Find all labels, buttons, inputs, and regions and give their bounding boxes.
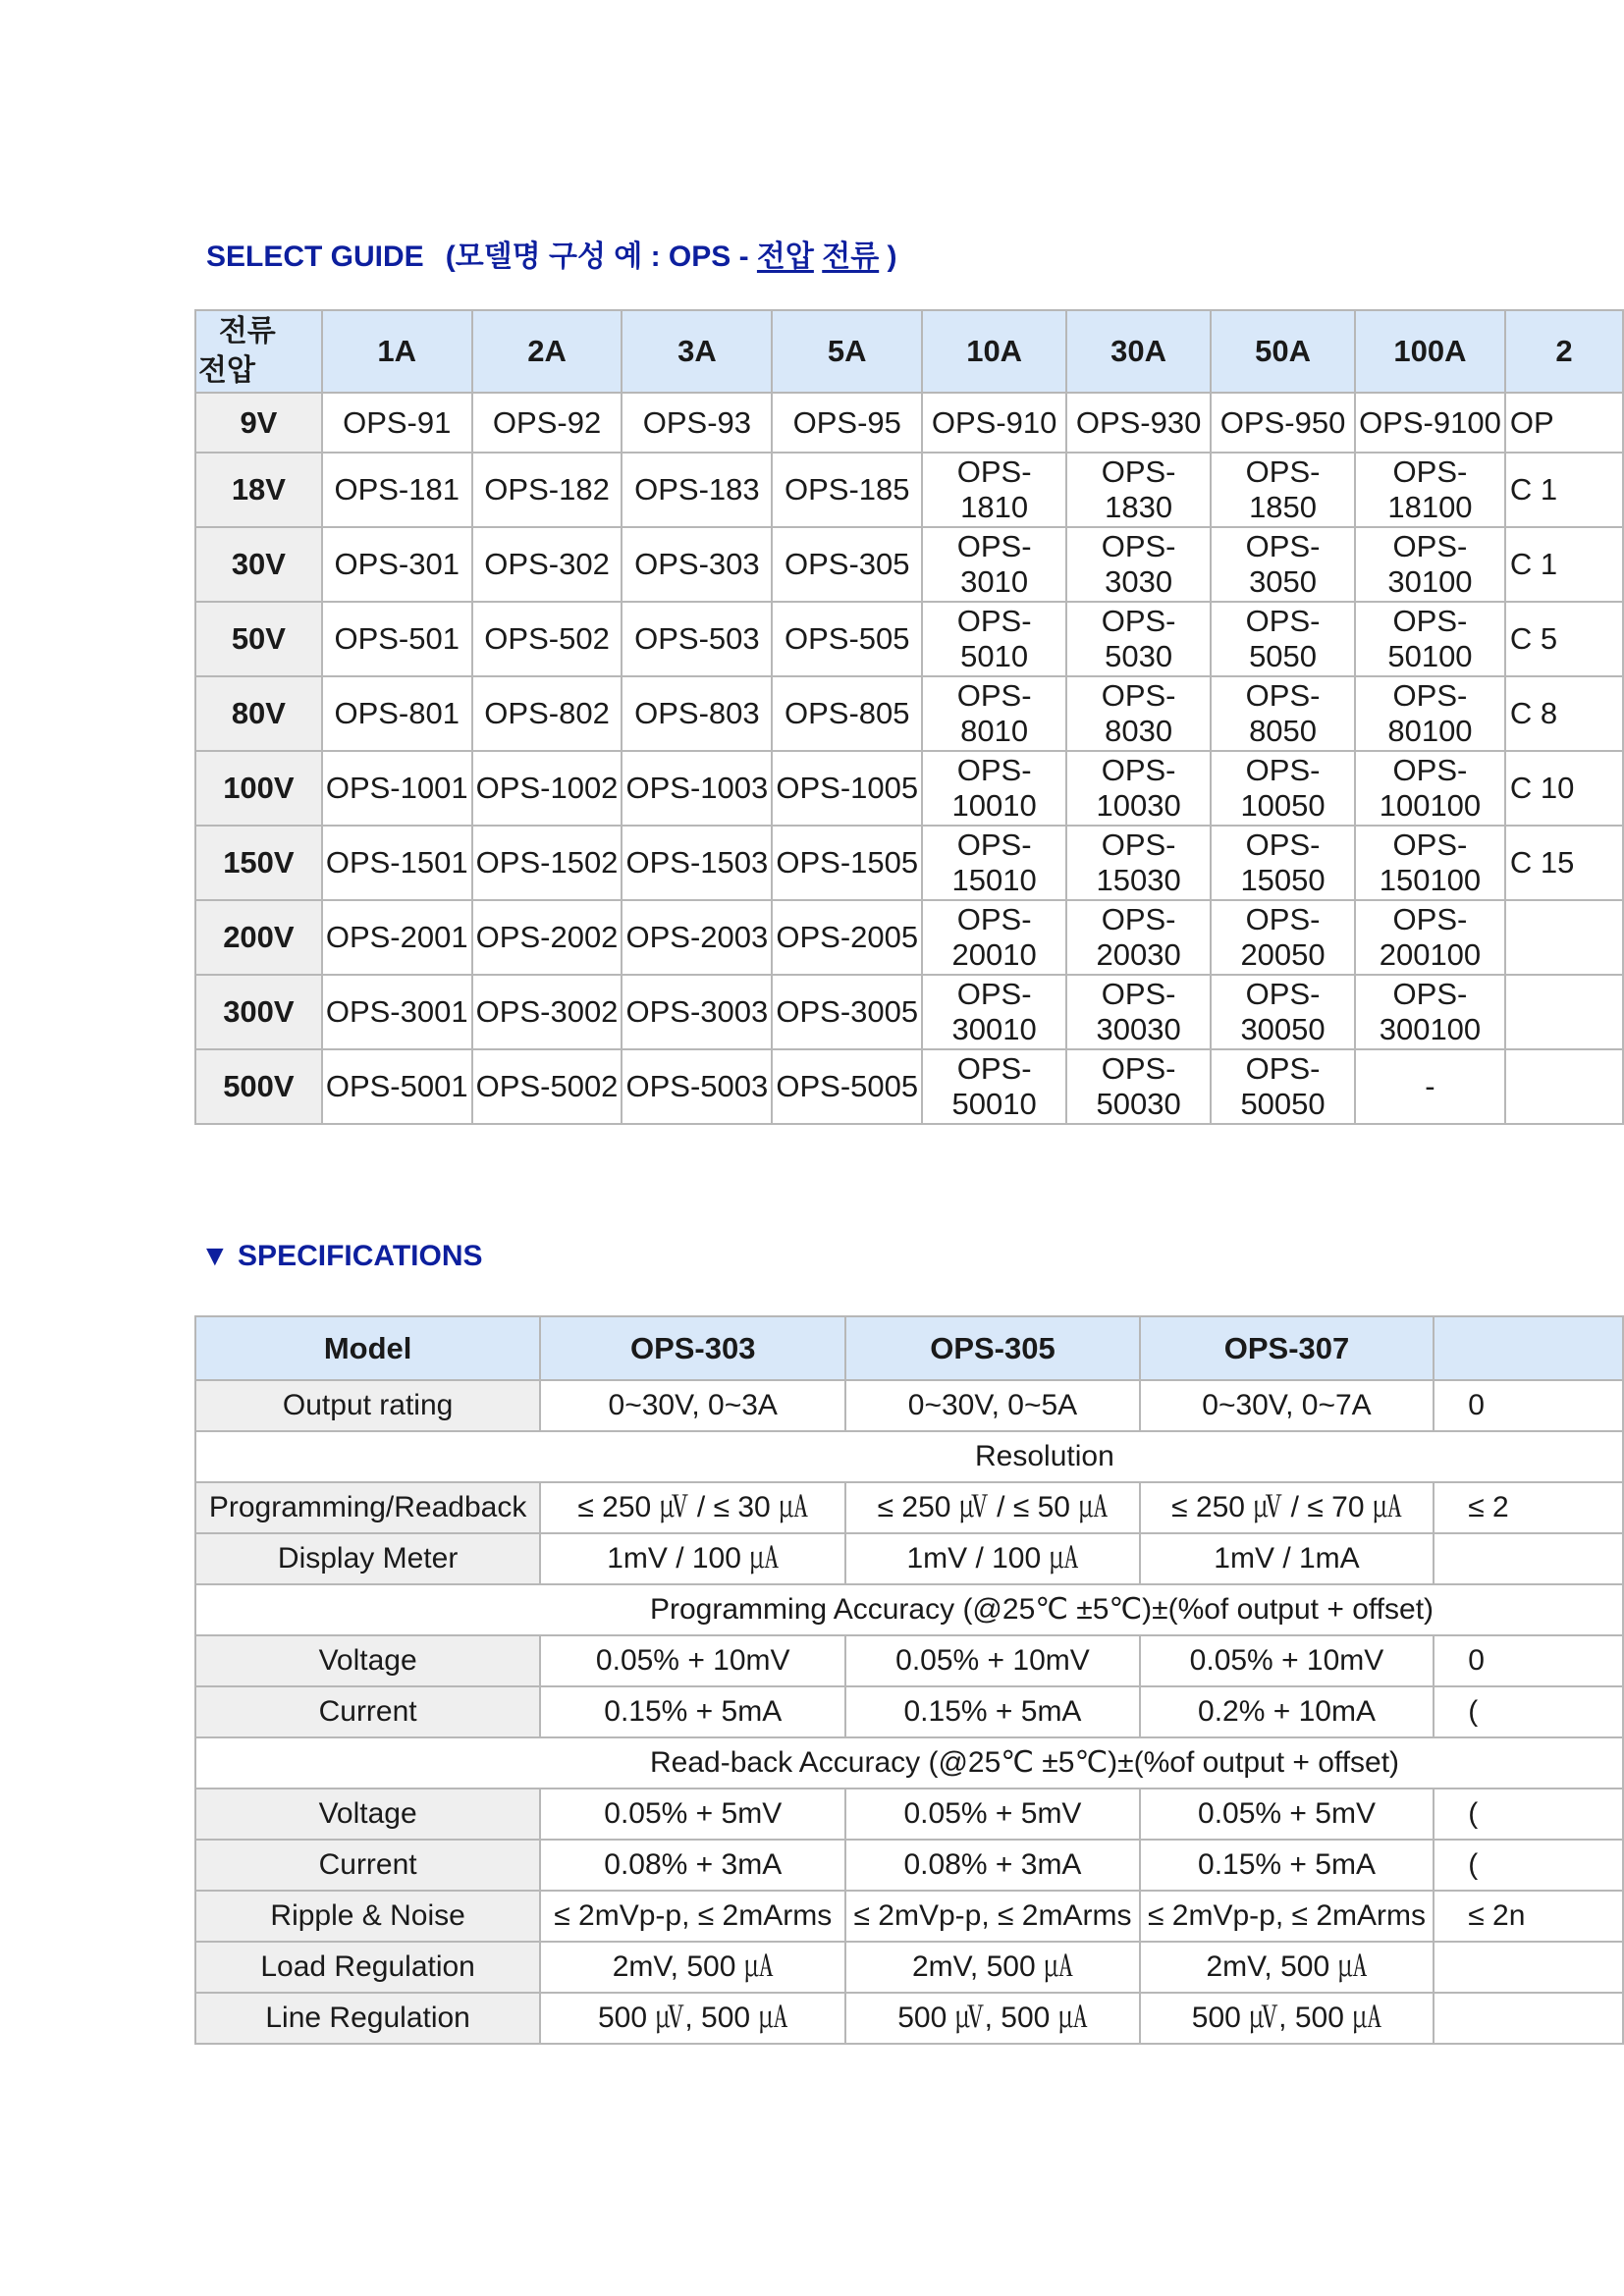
spec-value-cell: (: [1434, 1789, 1623, 1840]
model-cell: OPS-91: [322, 393, 472, 453]
model-cell: OPS-1830: [1066, 453, 1211, 527]
spec-row-label: Line Regulation: [195, 1993, 540, 2044]
spec-value-cell: 0.2% + 10mA: [1140, 1686, 1435, 1737]
model-cell: OPS-10030: [1066, 751, 1211, 826]
voltage-row-header: 18V: [195, 453, 322, 527]
spec-value-cell: 500 ㎶, 500 ㎂: [1140, 1993, 1435, 2044]
current-column-header: 2: [1505, 310, 1623, 393]
model-cell: C 15: [1505, 826, 1623, 900]
select-guide-row: [195, 453, 1623, 527]
spec-data-row: [195, 1942, 1623, 1993]
model-cell: OPS-93: [622, 393, 772, 453]
spec-data-row: [195, 1686, 1623, 1737]
model-cell: OPS-80100: [1355, 676, 1505, 751]
model-cell: OPS-3002: [472, 975, 623, 1049]
select-guide-row: [195, 826, 1623, 900]
voltage-row-header: 30V: [195, 527, 322, 602]
spec-value-cell: ≤ 2mVp-p, ≤ 2mArms: [1140, 1891, 1435, 1942]
model-cell: OPS-15030: [1066, 826, 1211, 900]
spec-value-cell: 500 ㎶, 500 ㎂: [845, 1993, 1140, 2044]
model-cell: OPS-30010: [922, 975, 1066, 1049]
spec-value-cell: [1434, 1533, 1623, 1584]
model-cell: OPS-305: [772, 527, 922, 602]
model-cell: OPS-5003: [622, 1049, 772, 1124]
spec-value-cell: ≤ 2mVp-p, ≤ 2mArms: [540, 1891, 845, 1942]
model-cell: OPS-3050: [1211, 527, 1355, 602]
model-cell: [1505, 975, 1623, 1049]
select-guide-table: [194, 309, 1624, 1125]
model-cell: OPS-5005: [772, 1049, 922, 1124]
current-column-header: 3A: [622, 310, 772, 393]
model-cell: OPS-502: [472, 602, 623, 676]
model-cell: OPS-8030: [1066, 676, 1211, 751]
model-cell: OPS-50050: [1211, 1049, 1355, 1124]
spec-header-model-name: OPS-307: [1140, 1316, 1435, 1380]
model-cell: OPS-95: [772, 393, 922, 453]
spec-row-label: Output rating: [195, 1380, 540, 1431]
spec-value-cell: 1mV / 100 ㎂: [845, 1533, 1140, 1584]
model-cell: OPS-18100: [1355, 453, 1505, 527]
voltage-row-header: 500V: [195, 1049, 322, 1124]
voltage-row-header: 150V: [195, 826, 322, 900]
model-cell: OPS-3030: [1066, 527, 1211, 602]
spec-data-row: [195, 1840, 1623, 1891]
spec-header-model: Model: [195, 1316, 540, 1380]
specifications-body: [195, 1380, 1623, 2044]
model-cell: OPS-150100: [1355, 826, 1505, 900]
specifications-title: SPECIFICATIONS: [238, 1240, 483, 1272]
voltage-row-header: 300V: [195, 975, 322, 1049]
model-cell: OPS-9100: [1355, 393, 1505, 453]
spec-value-cell: 0: [1434, 1380, 1623, 1431]
current-column-header: 50A: [1211, 310, 1355, 393]
spec-value-cell: ≤ 250 ㎶ / ≤ 30 ㎂: [540, 1482, 845, 1533]
spec-value-cell: 0~30V, 0~3A: [540, 1380, 845, 1431]
model-cell: OPS-300100: [1355, 975, 1505, 1049]
spec-value-cell: 2mV, 500 ㎂: [540, 1942, 845, 1993]
spec-value-cell: 0.05% + 10mV: [845, 1635, 1140, 1686]
model-cell: OPS-501: [322, 602, 472, 676]
model-cell: OPS-805: [772, 676, 922, 751]
select-guide-row: [195, 1049, 1623, 1124]
model-cell: OP: [1505, 393, 1623, 453]
model-cell: C 1: [1505, 453, 1623, 527]
current-column-header: 5A: [772, 310, 922, 393]
voltage-row-header: 80V: [195, 676, 322, 751]
spec-section-title: Programming Accuracy (@25℃ ±5℃)±(%of output + offset): [195, 1584, 1623, 1635]
model-cell: OPS-1503: [622, 826, 772, 900]
model-cell: OPS-5001: [322, 1049, 472, 1124]
model-cell: OPS-182: [472, 453, 623, 527]
model-cell: OPS-1501: [322, 826, 472, 900]
spec-value-cell: 0.05% + 5mV: [1140, 1789, 1435, 1840]
model-cell: OPS-801: [322, 676, 472, 751]
model-cell: OPS-30100: [1355, 527, 1505, 602]
specifications-table: [194, 1315, 1624, 2045]
model-cell: OPS-303: [622, 527, 772, 602]
spec-section-row: [195, 1431, 1623, 1482]
spec-data-row: [195, 1533, 1623, 1584]
model-cell: OPS-20050: [1211, 900, 1355, 975]
select-guide-row: [195, 393, 1623, 453]
spec-value-cell: 0.08% + 3mA: [540, 1840, 845, 1891]
select-guide-row: [195, 751, 1623, 826]
select-guide-heading: [206, 232, 897, 275]
model-cell: OPS-505: [772, 602, 922, 676]
spec-row-label: Display Meter: [195, 1533, 540, 1584]
spec-value-cell: 1mV / 1mA: [1140, 1533, 1435, 1584]
subtitle-prefix: (모델명 구성 예 : OPS -: [445, 240, 757, 273]
voltage-row-header: 9V: [195, 393, 322, 453]
model-cell: OPS-20030: [1066, 900, 1211, 975]
model-cell: OPS-200100: [1355, 900, 1505, 975]
specifications-header-row: [195, 1316, 1623, 1380]
model-cell: OPS-5030: [1066, 602, 1211, 676]
model-cell: OPS-910: [922, 393, 1066, 453]
model-cell: OPS-2002: [472, 900, 623, 975]
select-guide-row: [195, 676, 1623, 751]
select-guide-title: SELECT GUIDE: [206, 240, 424, 273]
select-guide-row: [195, 602, 1623, 676]
model-cell: OPS-1810: [922, 453, 1066, 527]
spec-value-cell: 0.15% + 5mA: [845, 1686, 1140, 1737]
select-guide-subtitle: [446, 240, 897, 273]
spec-value-cell: ≤ 2mVp-p, ≤ 2mArms: [845, 1891, 1140, 1942]
model-cell: OPS-3003: [622, 975, 772, 1049]
select-guide-row: [195, 900, 1623, 975]
voltage-row-header: 100V: [195, 751, 322, 826]
model-cell: OPS-2005: [772, 900, 922, 975]
spec-value-cell: [1434, 1942, 1623, 1993]
spec-data-row: [195, 1380, 1623, 1431]
voltage-row-header: 200V: [195, 900, 322, 975]
spec-section-title: Resolution: [195, 1431, 1623, 1482]
model-cell: OPS-1502: [472, 826, 623, 900]
spec-value-cell: ≤ 2: [1434, 1482, 1623, 1533]
spec-row-label: Ripple & Noise: [195, 1891, 540, 1942]
current-column-header: 10A: [922, 310, 1066, 393]
model-cell: OPS-5050: [1211, 602, 1355, 676]
spec-value-cell: 2mV, 500 ㎂: [845, 1942, 1140, 1993]
model-cell: OPS-181: [322, 453, 472, 527]
spec-header-model-name: OPS-303: [540, 1316, 845, 1380]
spec-data-row: [195, 1482, 1623, 1533]
corner-current-label: 전류: [218, 315, 276, 347]
select-guide-row: [195, 527, 1623, 602]
model-cell: OPS-5010: [922, 602, 1066, 676]
subtitle-current: 전류: [822, 240, 880, 273]
spec-header-model-name: [1434, 1316, 1623, 1380]
model-cell: OPS-803: [622, 676, 772, 751]
model-cell: OPS-503: [622, 602, 772, 676]
current-column-header: 30A: [1066, 310, 1211, 393]
model-cell: OPS-1001: [322, 751, 472, 826]
model-cell: OPS-1002: [472, 751, 623, 826]
spec-value-cell: ≤ 2n: [1434, 1891, 1623, 1942]
spec-value-cell: 0~30V, 0~7A: [1140, 1380, 1435, 1431]
model-cell: OPS-50030: [1066, 1049, 1211, 1124]
model-cell: -: [1355, 1049, 1505, 1124]
spec-row-label: Voltage: [195, 1789, 540, 1840]
model-cell: [1505, 1049, 1623, 1124]
model-cell: OPS-10010: [922, 751, 1066, 826]
corner-cell: [195, 310, 322, 393]
model-cell: OPS-950: [1211, 393, 1355, 453]
model-cell: OPS-30030: [1066, 975, 1211, 1049]
spec-row-label: Programming/Readback: [195, 1482, 540, 1533]
model-cell: OPS-185: [772, 453, 922, 527]
model-cell: OPS-50010: [922, 1049, 1066, 1124]
spec-value-cell: (: [1434, 1840, 1623, 1891]
model-cell: OPS-8010: [922, 676, 1066, 751]
select-guide-row: [195, 975, 1623, 1049]
model-cell: C 10: [1505, 751, 1623, 826]
model-cell: OPS-5002: [472, 1049, 623, 1124]
model-cell: OPS-3005: [772, 975, 922, 1049]
spec-value-cell: ≤ 250 ㎶ / ≤ 50 ㎂: [845, 1482, 1140, 1533]
corner-voltage-label: 전압: [198, 353, 255, 387]
spec-value-cell: 0.05% + 10mV: [1140, 1635, 1435, 1686]
select-guide-header-row: [195, 310, 1623, 393]
current-column-header: 2A: [472, 310, 623, 393]
spec-row-label: Voltage: [195, 1635, 540, 1686]
model-cell: OPS-301: [322, 527, 472, 602]
model-cell: OPS-1003: [622, 751, 772, 826]
spec-value-cell: [1434, 1993, 1623, 2044]
select-guide-body: [195, 393, 1623, 1124]
voltage-row-header: 50V: [195, 602, 322, 676]
model-cell: OPS-183: [622, 453, 772, 527]
spec-value-cell: 0~30V, 0~5A: [845, 1380, 1140, 1431]
spec-row-label: Load Regulation: [195, 1942, 540, 1993]
spec-value-cell: 0.05% + 5mV: [845, 1789, 1140, 1840]
spec-value-cell: 0.15% + 5mA: [540, 1686, 845, 1737]
spec-value-cell: 0.05% + 5mV: [540, 1789, 845, 1840]
model-cell: OPS-92: [472, 393, 623, 453]
spec-value-cell: 0.08% + 3mA: [845, 1840, 1140, 1891]
model-cell: OPS-100100: [1355, 751, 1505, 826]
model-cell: OPS-3001: [322, 975, 472, 1049]
model-cell: OPS-1505: [772, 826, 922, 900]
triangle-down-icon: ▼: [200, 1240, 230, 1272]
model-cell: OPS-15050: [1211, 826, 1355, 900]
spec-section-row: [195, 1584, 1623, 1635]
spec-section-title: Read-back Accuracy (@25℃ ±5℃)±(%of output + offset): [195, 1737, 1623, 1789]
model-cell: [1505, 900, 1623, 975]
spec-section-row: [195, 1737, 1623, 1789]
spec-value-cell: 1mV / 100 ㎂: [540, 1533, 845, 1584]
spec-row-label: Current: [195, 1686, 540, 1737]
spec-data-row: [195, 1635, 1623, 1686]
specifications-heading: [200, 1240, 483, 1273]
model-cell: OPS-2003: [622, 900, 772, 975]
spec-value-cell: 500 ㎶, 500 ㎂: [540, 1993, 845, 2044]
spec-value-cell: 2mV, 500 ㎂: [1140, 1942, 1435, 1993]
current-column-header: 1A: [322, 310, 472, 393]
model-cell: OPS-50100: [1355, 602, 1505, 676]
model-cell: OPS-20010: [922, 900, 1066, 975]
subtitle-suffix: ): [879, 240, 897, 273]
model-cell: OPS-8050: [1211, 676, 1355, 751]
model-cell: OPS-30050: [1211, 975, 1355, 1049]
spec-value-cell: 0.05% + 10mV: [540, 1635, 845, 1686]
model-cell: OPS-2001: [322, 900, 472, 975]
model-cell: OPS-802: [472, 676, 623, 751]
spec-data-row: [195, 1789, 1623, 1840]
spec-value-cell: 0.15% + 5mA: [1140, 1840, 1435, 1891]
spec-value-cell: ≤ 250 ㎶ / ≤ 70 ㎂: [1140, 1482, 1435, 1533]
specifications-table-container: [194, 1315, 1624, 2045]
model-cell: OPS-1005: [772, 751, 922, 826]
spec-value-cell: (: [1434, 1686, 1623, 1737]
model-cell: OPS-15010: [922, 826, 1066, 900]
model-cell: OPS-3010: [922, 527, 1066, 602]
spec-value-cell: 0: [1434, 1635, 1623, 1686]
model-cell: OPS-10050: [1211, 751, 1355, 826]
model-cell: OPS-302: [472, 527, 623, 602]
model-cell: OPS-1850: [1211, 453, 1355, 527]
spec-row-label: Current: [195, 1840, 540, 1891]
model-cell: OPS-930: [1066, 393, 1211, 453]
spec-data-row: [195, 1993, 1623, 2044]
select-guide-table-container: [194, 309, 1624, 1125]
current-column-header: 100A: [1355, 310, 1505, 393]
spec-header-model-name: OPS-305: [845, 1316, 1140, 1380]
model-cell: C 1: [1505, 527, 1623, 602]
model-cell: C 5: [1505, 602, 1623, 676]
model-cell: C 8: [1505, 676, 1623, 751]
subtitle-voltage: 전압: [756, 240, 814, 273]
spec-data-row: [195, 1891, 1623, 1942]
